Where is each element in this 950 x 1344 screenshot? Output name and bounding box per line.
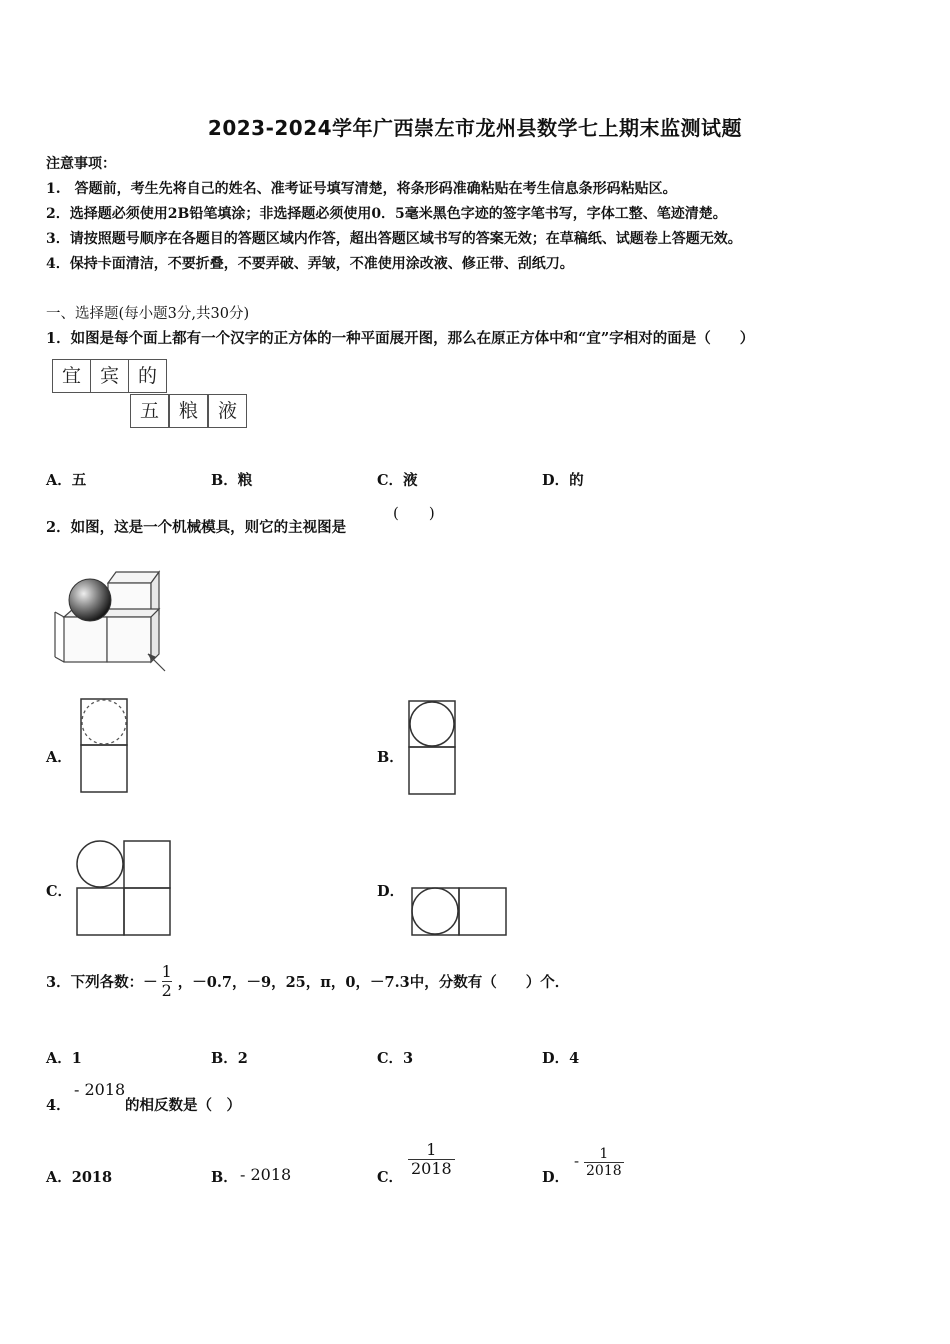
fraction-numerator: 1 (426, 1140, 437, 1159)
fraction-denominator: 2018 (586, 1163, 622, 1179)
net-cell: 宜 (52, 359, 91, 393)
q4-expression: - 2018 (74, 1080, 126, 1099)
notice-item: 2．选择题必须使用2B铅笔填涂；非选择题必须使用0．5毫米黑色字迹的签字笔书写，字体工整、笔迹清楚。 (46, 206, 727, 222)
q3-option-c[interactable]: C．3 (377, 1050, 414, 1067)
net-cell: 的 (128, 359, 167, 393)
q3-prefix: 3．下列各数：－ (46, 974, 158, 991)
q4-option-c[interactable]: C． (377, 1169, 404, 1186)
q3-option-b[interactable]: B．2 (211, 1050, 248, 1067)
notice-heading: 注意事项： (46, 156, 116, 172)
question-4-number: 4． (46, 1097, 71, 1114)
q1-option-d[interactable]: D．的 (542, 472, 584, 489)
net-cell: 液 (208, 394, 247, 428)
q1-option-b[interactable]: B．粮 (211, 472, 253, 489)
question-1-stem: 1．如图是每个面上都有一个汉字的正方体的一种平面展开图，那么在原正方体中和“宜”字相对的面是（ ） (46, 330, 755, 347)
q3-option-a[interactable]: A．1 (46, 1050, 82, 1067)
option-d-figure (411, 887, 509, 937)
notice-item: 4．保持卡面清洁，不要折叠，不要弄破、弄皱，不准使用涂改液、修正带、刮纸刀。 (46, 256, 574, 272)
mold-3d-figure (55, 565, 175, 680)
q4-option-b-value: - 2018 (240, 1165, 292, 1184)
q4-option-d-sign: - (574, 1152, 580, 1170)
q2-option-b[interactable]: B． (377, 749, 404, 766)
q2-option-d[interactable]: D． (377, 883, 405, 900)
question-2-stem: 2．如图，这是一个机械模具，则它的主视图是 (46, 519, 347, 536)
option-b-figure (408, 700, 458, 796)
answer-paren: ( ) (393, 504, 435, 522)
q2-option-c[interactable]: C． (46, 883, 73, 900)
notice-item: 3．请按照题号顺序在各题目的答题区域内作答，超出答题区域书写的答案无效；在草稿纸、试题卷上答题无效。 (46, 231, 742, 247)
option-c-figure (76, 840, 172, 937)
q1-option-a[interactable]: A．五 (46, 472, 87, 489)
q4-option-c-fraction (408, 1141, 455, 1178)
q4-option-d-fraction (584, 1146, 624, 1180)
net-cell: 粮 (169, 394, 208, 428)
question-4-stem: 的相反数是（ ） (125, 1097, 241, 1114)
section-heading: 一、选择题(每小题3分,共30分) (46, 306, 250, 322)
fraction-numerator: 1 (161, 962, 172, 981)
q3-option-d[interactable]: D．4 (542, 1050, 580, 1067)
q4-option-a[interactable]: A．2018 (46, 1169, 113, 1186)
q4-option-d[interactable]: D． (542, 1169, 570, 1186)
q3-fraction (162, 963, 172, 1000)
fraction-denominator: 2 (161, 981, 172, 1000)
notice-item: 1. 答题前，考生先将自己的姓名、准考证号填写清楚，将条形码准确粘贴在考生信息条形码粘贴区。 (46, 181, 677, 197)
fraction-denominator: 2018 (408, 1159, 455, 1178)
q2-option-a[interactable]: A． (46, 749, 72, 766)
q3-suffix: ，－0.7，－9，25，π，0，－7.3中，分数有（ ）个． (177, 974, 570, 991)
fraction-numerator: 1 (599, 1146, 609, 1162)
question-3-stem (46, 963, 569, 1000)
page-title: 2023-2024学年广西崇左市龙州县数学七上期末监测试题 (207, 116, 743, 140)
q1-option-c[interactable]: C．液 (377, 472, 418, 489)
option-a-figure (80, 698, 130, 794)
cube-net-figure (52, 359, 252, 431)
net-cell: 五 (130, 394, 169, 428)
q4-option-b[interactable]: B． (211, 1169, 238, 1186)
net-cell: 宾 (90, 359, 129, 393)
